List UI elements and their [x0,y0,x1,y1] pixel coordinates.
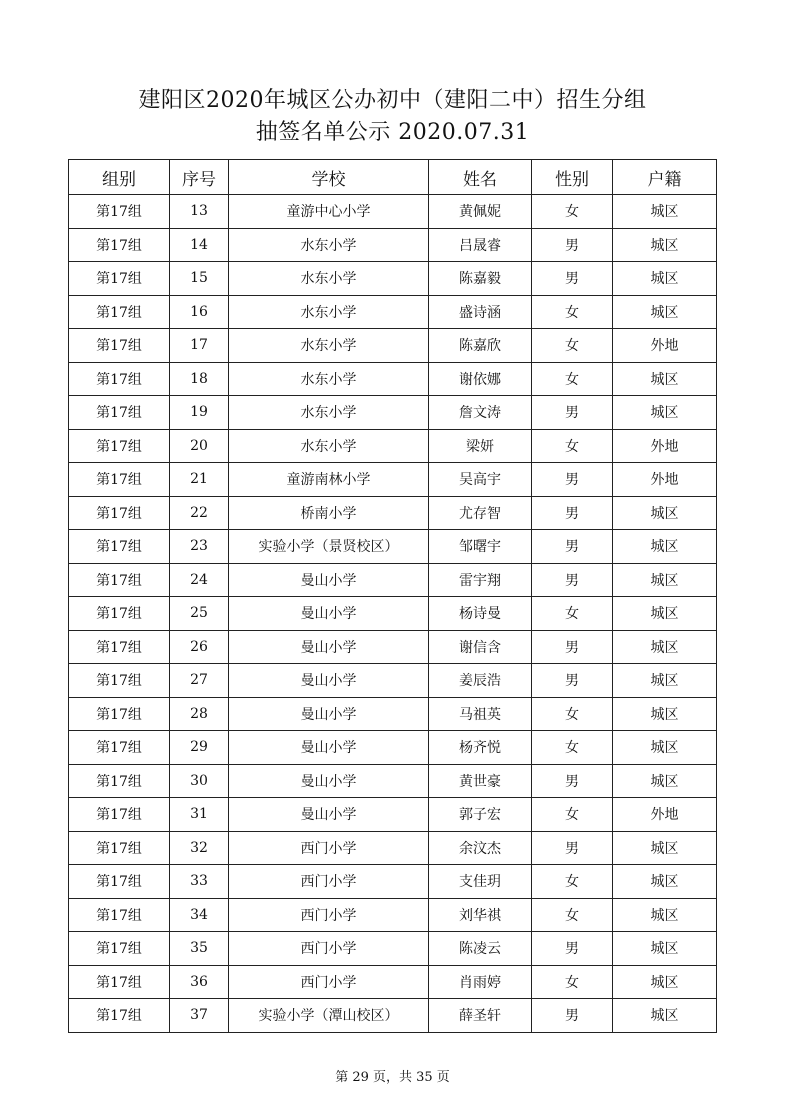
cell-school: 曼山小学 [229,731,429,765]
cell-group: 第17组 [69,262,170,296]
cell-number: 14 [170,228,229,262]
cell-number: 26 [170,630,229,664]
header-group: 组别 [69,160,170,195]
cell-gender: 男 [532,396,613,430]
cell-name: 陈嘉欣 [429,329,532,363]
cell-name: 吕晟睿 [429,228,532,262]
cell-name: 刘华祺 [429,898,532,932]
roster-table [68,159,717,1033]
header-gender: 性别 [532,160,613,195]
cell-number: 16 [170,295,229,329]
cell-school: 水东小学 [229,362,429,396]
cell-school: 西门小学 [229,831,429,865]
cell-name: 余汶杰 [429,831,532,865]
cell-number: 36 [170,965,229,999]
cell-number: 29 [170,731,229,765]
cell-name: 薛圣轩 [429,999,532,1033]
cell-name: 陈凌云 [429,932,532,966]
cell-gender: 男 [532,228,613,262]
cell-number: 18 [170,362,229,396]
table-row [69,195,717,229]
cell-group: 第17组 [69,530,170,564]
table-row [69,932,717,966]
table-row [69,463,717,497]
cell-number: 20 [170,429,229,463]
cell-school: 西门小学 [229,898,429,932]
cell-gender: 男 [532,764,613,798]
cell-school: 曼山小学 [229,597,429,631]
cell-name: 杨诗曼 [429,597,532,631]
page-title: 建阳区2020年城区公办初中（建阳二中）招生分组 [138,88,647,113]
cell-residence: 城区 [613,932,717,966]
cell-number: 32 [170,831,229,865]
cell-school: 水东小学 [229,429,429,463]
cell-school: 西门小学 [229,865,429,899]
table-row [69,764,717,798]
cell-gender: 男 [532,496,613,530]
cell-school: 西门小学 [229,932,429,966]
cell-name: 谢信含 [429,630,532,664]
cell-group: 第17组 [69,496,170,530]
cell-number: 37 [170,999,229,1033]
table-row [69,262,717,296]
cell-gender: 男 [532,262,613,296]
cell-number: 21 [170,463,229,497]
table-row [69,563,717,597]
cell-group: 第17组 [69,195,170,229]
cell-gender: 女 [532,798,613,832]
cell-school: 实验小学（潭山校区） [229,999,429,1033]
cell-number: 31 [170,798,229,832]
cell-name: 雷宇翔 [429,563,532,597]
cell-school: 水东小学 [229,228,429,262]
cell-name: 马祖英 [429,697,532,731]
cell-number: 35 [170,932,229,966]
cell-name: 吴高宇 [429,463,532,497]
cell-group: 第17组 [69,731,170,765]
cell-group: 第17组 [69,362,170,396]
table-row [69,664,717,698]
cell-name: 姜辰浩 [429,664,532,698]
cell-school: 曼山小学 [229,764,429,798]
table-row [69,865,717,899]
cell-residence: 外地 [613,463,717,497]
cell-group: 第17组 [69,396,170,430]
cell-gender: 男 [532,463,613,497]
cell-group: 第17组 [69,228,170,262]
cell-gender: 女 [532,898,613,932]
table-row [69,630,717,664]
cell-school: 童游南林小学 [229,463,429,497]
cell-number: 27 [170,664,229,698]
cell-residence: 城区 [613,898,717,932]
cell-number: 24 [170,563,229,597]
cell-group: 第17组 [69,295,170,329]
table-body [69,195,717,1033]
cell-gender: 女 [532,429,613,463]
cell-school: 水东小学 [229,329,429,363]
cell-gender: 男 [532,932,613,966]
cell-gender: 男 [532,530,613,564]
cell-gender: 女 [532,865,613,899]
cell-residence: 城区 [613,228,717,262]
cell-group: 第17组 [69,429,170,463]
table-row [69,329,717,363]
cell-group: 第17组 [69,932,170,966]
cell-gender: 男 [532,563,613,597]
cell-school: 曼山小学 [229,664,429,698]
cell-gender: 男 [532,630,613,664]
cell-residence: 城区 [613,630,717,664]
cell-residence: 外地 [613,429,717,463]
cell-gender: 男 [532,999,613,1033]
table-row [69,831,717,865]
cell-school: 水东小学 [229,295,429,329]
header-name: 姓名 [429,160,532,195]
cell-number: 34 [170,898,229,932]
cell-number: 13 [170,195,229,229]
cell-residence: 外地 [613,329,717,363]
cell-gender: 女 [532,731,613,765]
cell-gender: 女 [532,295,613,329]
cell-name: 肖雨婷 [429,965,532,999]
cell-name: 支佳玥 [429,865,532,899]
table-row [69,597,717,631]
header-number: 序号 [170,160,229,195]
cell-residence: 城区 [613,195,717,229]
table-row [69,999,717,1033]
table-row [69,496,717,530]
cell-residence: 城区 [613,865,717,899]
cell-group: 第17组 [69,898,170,932]
cell-gender: 女 [532,965,613,999]
cell-school: 曼山小学 [229,630,429,664]
cell-residence: 城区 [613,831,717,865]
cell-gender: 男 [532,831,613,865]
cell-number: 15 [170,262,229,296]
table-row [69,965,717,999]
cell-residence: 城区 [613,295,717,329]
cell-gender: 女 [532,597,613,631]
page-subtitle: 抽签名单公示 2020.07.31 [255,120,530,145]
cell-number: 25 [170,597,229,631]
table-row [69,731,717,765]
cell-residence: 城区 [613,965,717,999]
cell-residence: 城区 [613,530,717,564]
cell-number: 28 [170,697,229,731]
cell-group: 第17组 [69,664,170,698]
cell-residence: 城区 [613,731,717,765]
table-row [69,295,717,329]
cell-group: 第17组 [69,999,170,1033]
table-header-row [69,160,717,195]
table-row [69,429,717,463]
cell-group: 第17组 [69,965,170,999]
cell-residence: 城区 [613,396,717,430]
cell-name: 黄世豪 [429,764,532,798]
table-row [69,798,717,832]
cell-name: 梁妍 [429,429,532,463]
cell-name: 杨齐悦 [429,731,532,765]
cell-gender: 男 [532,664,613,698]
cell-number: 22 [170,496,229,530]
cell-name: 郭子宏 [429,798,532,832]
cell-name: 尤存智 [429,496,532,530]
cell-gender: 女 [532,195,613,229]
cell-residence: 外地 [613,798,717,832]
cell-residence: 城区 [613,697,717,731]
cell-group: 第17组 [69,865,170,899]
cell-name: 黄佩妮 [429,195,532,229]
cell-name: 盛诗涵 [429,295,532,329]
cell-number: 30 [170,764,229,798]
cell-name: 邹曙宇 [429,530,532,564]
cell-residence: 城区 [613,764,717,798]
cell-school: 水东小学 [229,396,429,430]
cell-name: 詹文涛 [429,396,532,430]
cell-school: 曼山小学 [229,563,429,597]
table-row [69,697,717,731]
table-row [69,362,717,396]
cell-group: 第17组 [69,831,170,865]
cell-number: 19 [170,396,229,430]
cell-number: 33 [170,865,229,899]
cell-residence: 城区 [613,563,717,597]
cell-residence: 城区 [613,262,717,296]
page-number: 第 29 页，共 35 页 [335,1070,450,1085]
cell-school: 西门小学 [229,965,429,999]
cell-residence: 城区 [613,664,717,698]
cell-group: 第17组 [69,597,170,631]
cell-group: 第17组 [69,563,170,597]
cell-gender: 女 [532,329,613,363]
cell-residence: 城区 [613,999,717,1033]
cell-residence: 城区 [613,362,717,396]
cell-school: 水东小学 [229,262,429,296]
cell-group: 第17组 [69,697,170,731]
header-school: 学校 [229,160,429,195]
cell-number: 17 [170,329,229,363]
cell-school: 曼山小学 [229,798,429,832]
cell-school: 童游中心小学 [229,195,429,229]
cell-name: 谢依娜 [429,362,532,396]
cell-school: 实验小学（景贤校区） [229,530,429,564]
table-row [69,530,717,564]
cell-residence: 城区 [613,496,717,530]
cell-name: 陈嘉毅 [429,262,532,296]
cell-group: 第17组 [69,764,170,798]
cell-number: 23 [170,530,229,564]
cell-school: 曼山小学 [229,697,429,731]
cell-residence: 城区 [613,597,717,631]
table-row [69,898,717,932]
cell-gender: 女 [532,362,613,396]
cell-group: 第17组 [69,798,170,832]
cell-group: 第17组 [69,463,170,497]
table-row [69,228,717,262]
table-row [69,396,717,430]
cell-group: 第17组 [69,329,170,363]
cell-school: 桥南小学 [229,496,429,530]
cell-gender: 女 [532,697,613,731]
header-residence: 户籍 [613,160,717,195]
cell-group: 第17组 [69,630,170,664]
